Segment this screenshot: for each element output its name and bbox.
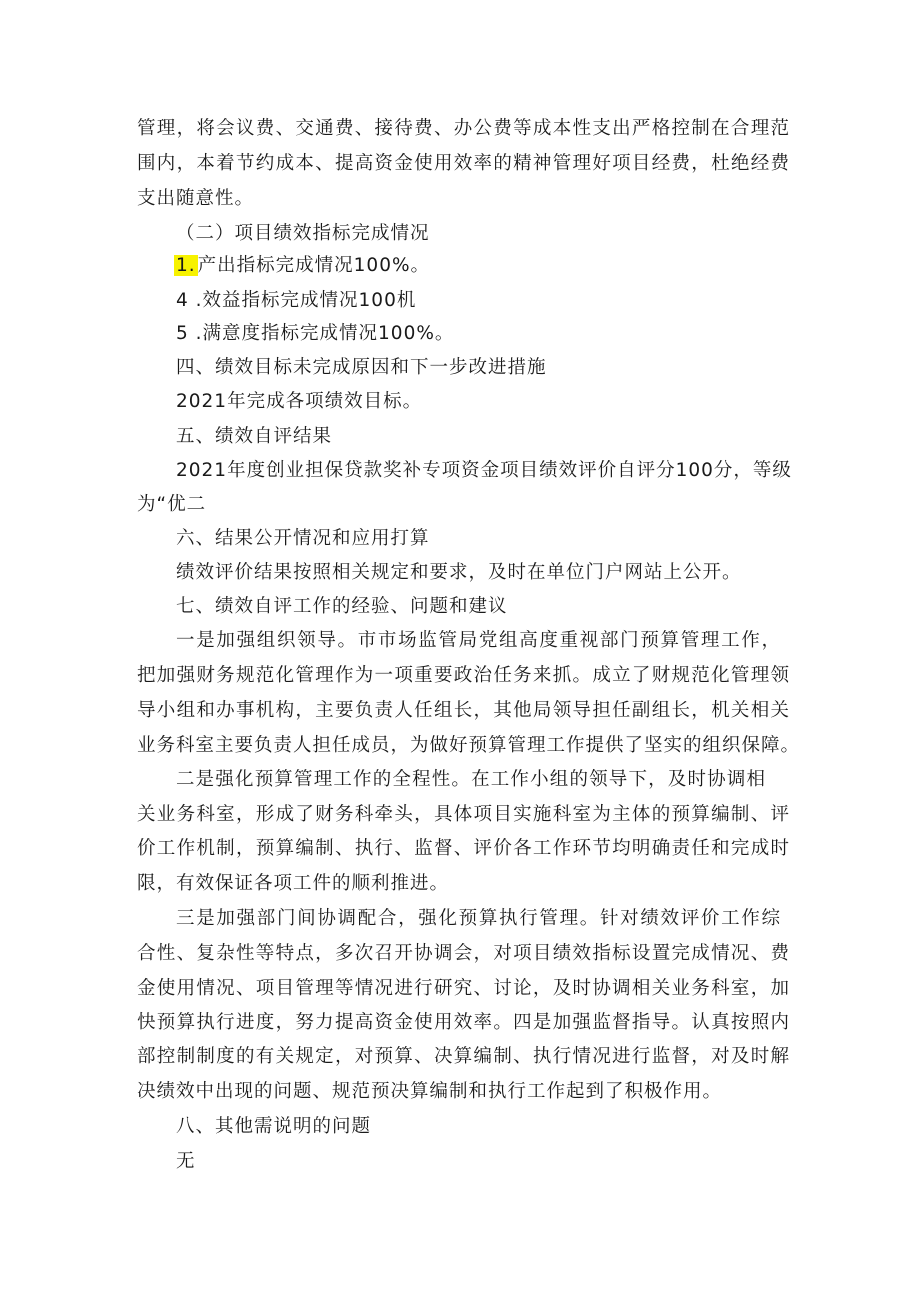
paragraph-line: 导小组和办事机构，主要负责人任组长，其他局领导担任副组长，机关相关	[137, 700, 790, 721]
section-heading: 六、结果公开情况和应用打算	[176, 528, 430, 549]
paragraph-line: 二是强化预算管理工作的全程性。在工作小组的领导下，及时协调相	[176, 769, 766, 790]
section-heading: 四、绩效目标未完成原因和下一步改进措施	[176, 357, 547, 378]
paragraph-line: 为“优二	[137, 494, 207, 515]
paragraph-line: 快预算执行进度，努力提高资金使用效率。四是加强监督指导。认真按照内	[137, 1012, 790, 1033]
paragraph-line: 合性、复杂性等特点，多次召开协调会，对项目绩效指标设置完成情况、费	[137, 943, 790, 964]
paragraph-line: 管理，将会议费、交通费、接待费、办公费等成本性支出严格控制在合理范	[137, 118, 790, 139]
paragraph-line: 把加强财务规范化管理作为一项重要政治任务来抓。成立了财规范化管理领	[137, 665, 790, 686]
list-item: 5 .满意度指标完成情况100%。	[176, 323, 455, 344]
paragraph-line: 无	[176, 1151, 196, 1172]
paragraph-line: 关业务科室，形成了财务科牵头，具体项目实施科室为主体的预算编制、评	[137, 804, 790, 825]
highlighted-number: 1.	[176, 255, 196, 276]
paragraph-line: 支出随意性。	[137, 188, 255, 209]
paragraph-line: 决绩效中出现的问题、规范预决算编制和执行工作起到了积极作用。	[137, 1081, 723, 1102]
list-item-text: 产出指标完成情况100%。	[197, 255, 431, 276]
paragraph-line: 金使用情况、项目管理等情况进行研究、讨论，及时协调相关业务科室，加	[137, 978, 790, 999]
paragraph-line: 2021年度创业担保贷款奖补专项资金项目绩效评价自评分100分，等级	[176, 460, 792, 481]
paragraph-line: 价工作机制，预算编制、执行、监督、评价各工作环节均明确责任和完成时	[137, 838, 790, 859]
paragraph-line: 三是加强部门间协调配合，强化预算执行管理。针对绩效评价工作综	[176, 908, 781, 929]
paragraph-line: 一是加强组织领导。市市场监管局党组高度重视部门预算管理工作，	[176, 630, 781, 651]
paragraph-line: 绩效评价结果按照相关规定和要求，及时在单位门户网站上公开。	[176, 562, 742, 583]
section-heading: （二）项目绩效指标完成情况	[176, 223, 430, 244]
paragraph-line: 部控制制度的有关规定，对预算、决算编制、执行情况进行监督，对及时解	[137, 1046, 790, 1067]
section-heading: 五、绩效自评结果	[176, 426, 333, 447]
list-item	[174, 254, 430, 278]
paragraph-line: 业务科室主要负责人担任成员，为做好预算管理工作提供了坚实的组织保障。	[137, 735, 801, 756]
list-item: 4 .效益指标完成情况100机	[176, 290, 417, 311]
paragraph-line: 2021年完成各项绩效目标。	[176, 391, 423, 412]
paragraph-line: 围内，本着节约成本、提高资金使用效率的精神管理好项目经费，杜绝经费	[137, 153, 790, 174]
paragraph-line: 限，有效保证各项工件的顺利推进。	[137, 873, 450, 894]
section-heading: 七、绩效自评工作的经验、问题和建议	[176, 596, 508, 617]
section-heading: 八、其他需说明的问题	[176, 1116, 372, 1137]
